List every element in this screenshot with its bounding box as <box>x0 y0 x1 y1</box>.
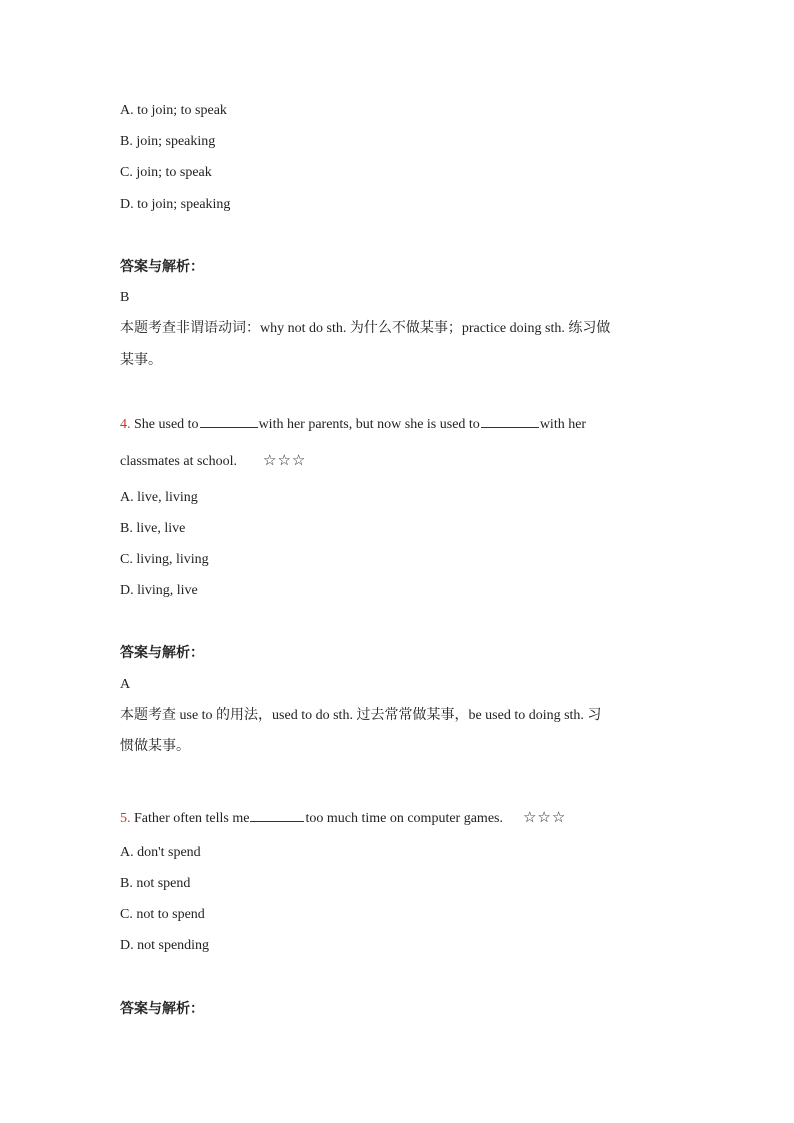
q3-explanation-line1: 本题考查非谓语动词：why not do sth. 为什么不做某事；practice doing sth. 练习做 <box>120 321 611 336</box>
q4-stem-part2: with her parents, but now she is used to <box>258 417 480 432</box>
q3-answer: B <box>120 290 130 305</box>
q3-answer-heading: 答案与解析： <box>120 259 204 275</box>
q5-stem-part1: Father often tells me <box>130 811 250 826</box>
q4-answer: A <box>120 677 131 692</box>
q4-explanation-line2: 惯做某事。 <box>120 739 190 754</box>
q4-stem-line1 <box>120 415 586 434</box>
q5-number: 5. <box>120 811 131 826</box>
q4-stem-part1: She used to <box>130 417 199 432</box>
q3-option-b: B. join; speaking <box>120 134 216 149</box>
difficulty-stars-icon: ☆☆☆ <box>522 808 567 826</box>
q4-blank-1 <box>200 415 258 428</box>
q5-stem-part2: too much time on computer games. <box>305 811 503 826</box>
q3-explanation-line2: 某事。 <box>120 353 162 368</box>
q4-stem-line2-text: classmates at school. <box>120 454 238 469</box>
q5-answer-heading: 答案与解析： <box>120 1001 204 1017</box>
difficulty-stars-icon: ☆☆☆ <box>263 451 307 469</box>
q4-explanation-line1: 本题考查 use to 的用法，used to do sth. 过去常常做某事，be used to doing sth. 习 <box>120 708 602 723</box>
q4-option-d: D. living, live <box>120 583 198 598</box>
q3-option-c: C. join; to speak <box>120 165 212 180</box>
q4-blank-2 <box>481 415 539 428</box>
q4-option-b: B. live, live <box>120 521 186 536</box>
q5-option-b: B. not spend <box>120 876 191 891</box>
q4-option-c: C. living, living <box>120 552 209 567</box>
q5-option-a: A. don't spend <box>120 845 201 860</box>
q4-stem-line2 <box>120 451 306 471</box>
q3-option-a: A. to join; to speak <box>120 103 227 118</box>
q4-stem-part3: with her <box>539 417 587 432</box>
q5-option-d: D. not spending <box>120 938 210 953</box>
q5-option-c: C. not to spend <box>120 907 205 922</box>
q5-stem-line1 <box>120 808 566 828</box>
q4-option-a: A. live, living <box>120 490 198 505</box>
q4-answer-heading: 答案与解析： <box>120 645 204 661</box>
q3-option-d: D. to join; speaking <box>120 197 231 212</box>
q4-number: 4. <box>120 417 131 432</box>
q5-blank-1 <box>250 809 304 822</box>
